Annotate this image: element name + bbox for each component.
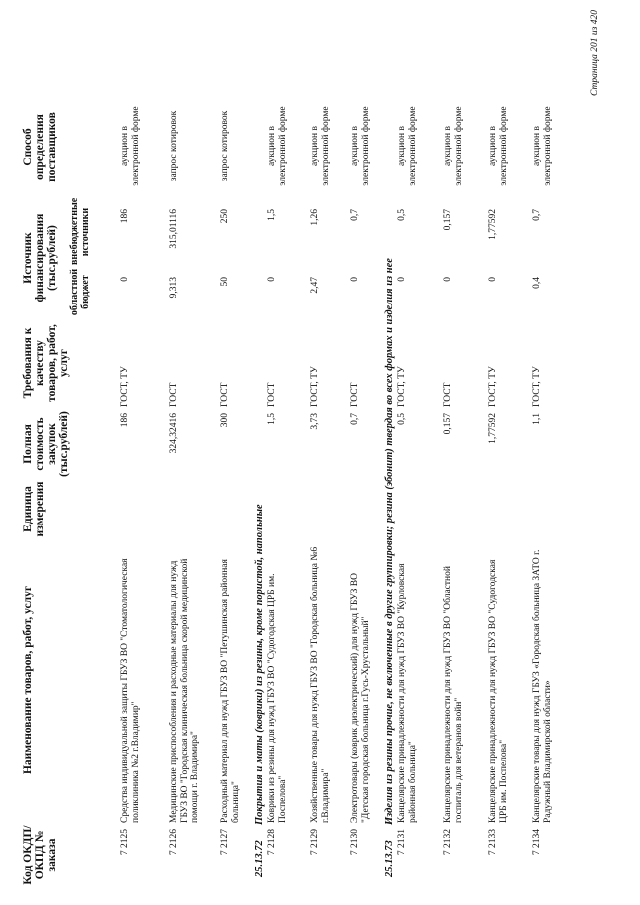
row-requirements: ГОСТ, ТУ (120, 366, 130, 407)
row-code: 7 2134 (532, 829, 542, 856)
row-name: Хозяйственные товары для нужд ГБУЗ ВО "Городская больница №6 г.Владимира" (310, 546, 331, 823)
row-regional: 50 (220, 277, 230, 287)
section-code: 25.13.72 (254, 840, 265, 877)
row-regional: 0,4 (532, 277, 542, 289)
row-method: запрос котировок (220, 110, 230, 182)
row-regional: 2,47 (310, 277, 320, 294)
row-cost: 1,1 (532, 413, 542, 425)
header-funding-regional: областной бюджет (69, 268, 91, 316)
row-cost: 1,5 (267, 413, 277, 425)
row-requirements: ГОСТ (267, 382, 277, 407)
row-method: аукцион в электронной форме (488, 106, 509, 186)
row-name: Медицинские приспособления и расходные материалы для нужд ГБУЗ ВО "Городская клиническая больница скорой медицинской помощи г. Владимира" (169, 558, 200, 823)
row-requirements: ГОСТ (443, 382, 453, 407)
row-extrabudgetary: 0,7 (350, 209, 360, 221)
row-extrabudgetary: 1,5 (267, 209, 277, 221)
page-number: Страница 201 из 420 (590, 10, 600, 96)
row-extrabudgetary: 315,01116 (169, 209, 179, 249)
header-cost: Полная стоимость закупок (тыс.рублей) (22, 411, 70, 477)
row-name: Электротовары (коврик диэлектрический) для нужд ГБУЗ ВО "Детская городская больница г.Гусь-Хрустальный" (350, 573, 371, 823)
row-extrabudgetary: 0,5 (397, 209, 407, 221)
header-unit: Единица измерения (22, 481, 46, 537)
row-cost: 1,77592 (488, 413, 498, 444)
section-code: 25.13.73 (384, 840, 395, 877)
row-method: аукцион в электронной форме (310, 106, 331, 186)
row-name: Канцелярские товары для нужд ГБУЗ «Городская больница ЗАТО г. Радужный Владимирской области» (532, 549, 553, 823)
row-cost: 300 (220, 413, 230, 428)
row-code: 7 2133 (488, 829, 498, 856)
section-heading (254, 504, 265, 877)
row-name: Канцелярские принадлежности для нужд ГБУЗ ВО "Судогодская ЦРБ им. Поспелова" (488, 559, 509, 823)
row-code: 7 2132 (443, 829, 453, 856)
row-name: Расходный материал для нужд ГБУЗ ВО "Петушинская районная больница" (220, 559, 241, 823)
row-extrabudgetary: 1,77592 (488, 209, 498, 240)
row-requirements: ГОСТ, ТУ (488, 366, 498, 407)
header-method: Способ определения поставщиков (22, 112, 58, 182)
row-regional: 0 (397, 277, 407, 282)
row-cost: 0,7 (350, 413, 360, 425)
row-regional: 0 (443, 277, 453, 282)
header-funding-extrabudgetary: внебюджетные источники (69, 197, 91, 265)
row-requirements: ГОСТ (220, 382, 230, 407)
section-heading (384, 258, 395, 877)
section-title: Изделия из резины прочие, не включенные в другие группировки; резина (эбонит) твердая во всех формах и изделия из нее (384, 258, 395, 825)
row-method: аукцион в электронной форме (267, 106, 288, 186)
row-name: Коврики из резины для нужд ГБУЗ ВО "Судогодская ЦРБ им. Поспелова" (267, 573, 288, 823)
row-extrabudgetary: 0,7 (532, 209, 542, 221)
row-method: аукцион в электронной форме (120, 106, 141, 186)
row-cost: 0,5 (397, 413, 407, 425)
row-extrabudgetary: 1,26 (310, 209, 320, 226)
row-name: Канцелярские принадлежности для нужд ГБУЗ ВО "Областной госпиталь для ветеранов войн" (443, 566, 464, 823)
row-method: запрос котировок (169, 110, 179, 182)
row-regional: 0 (267, 277, 277, 282)
row-cost: 0,157 (443, 413, 453, 435)
row-method: аукцион в электронной форме (350, 106, 371, 186)
row-extrabudgetary: 186 (120, 209, 130, 224)
header-code: Код ОКДП/ ОКПД № заказа (22, 825, 58, 885)
row-code: 7 2130 (350, 829, 360, 856)
row-extrabudgetary: 250 (220, 209, 230, 224)
row-name: Средства индивидуальной защиты ГБУЗ ВО "Стоматологическая поликлиника №2 г.Владимир" (120, 558, 141, 823)
row-name: Канцелярские принадлежности для нужд ГБУЗ ВО "Курловская районная больница" (397, 563, 418, 823)
row-code: 7 2125 (120, 829, 130, 856)
row-regional: 0 (350, 277, 360, 282)
row-code: 7 2131 (397, 829, 407, 856)
header-name: Наименование товаров, работ, услуг (22, 585, 34, 775)
row-method: аукцион в электронной форме (443, 106, 464, 186)
header-requirements: Требования к качеству товаров, работ, услуг (22, 324, 70, 402)
row-regional: 0 (488, 277, 498, 282)
row-regional: 0 (120, 277, 130, 282)
row-cost: 324,32416 (169, 413, 179, 454)
header-funding: Источник финансирования (тыс.рублей) (22, 213, 58, 303)
row-cost: 186 (120, 413, 130, 428)
row-method: аукцион в электронной форме (397, 106, 418, 186)
row-code: 7 2127 (220, 829, 230, 856)
row-cost: 3,73 (310, 413, 320, 430)
row-extrabudgetary: 0,157 (443, 209, 453, 231)
row-code: 7 2129 (310, 829, 320, 856)
row-requirements: ГОСТ, ТУ (532, 366, 542, 407)
row-requirements: ГОСТ, ТУ (397, 366, 407, 407)
row-requirements: ГОСТ (350, 382, 360, 407)
row-code: 7 2126 (169, 829, 179, 856)
row-code: 7 2128 (267, 829, 277, 856)
row-requirements: ГОСТ (169, 382, 179, 407)
row-regional: 9,313 (169, 277, 179, 299)
row-requirements: ГОСТ, ТУ (310, 366, 320, 407)
section-title: Покрытия и маты (коврики) из резины, кроме пористой, напольные (254, 504, 265, 825)
row-method: аукцион в электронной форме (532, 106, 553, 186)
